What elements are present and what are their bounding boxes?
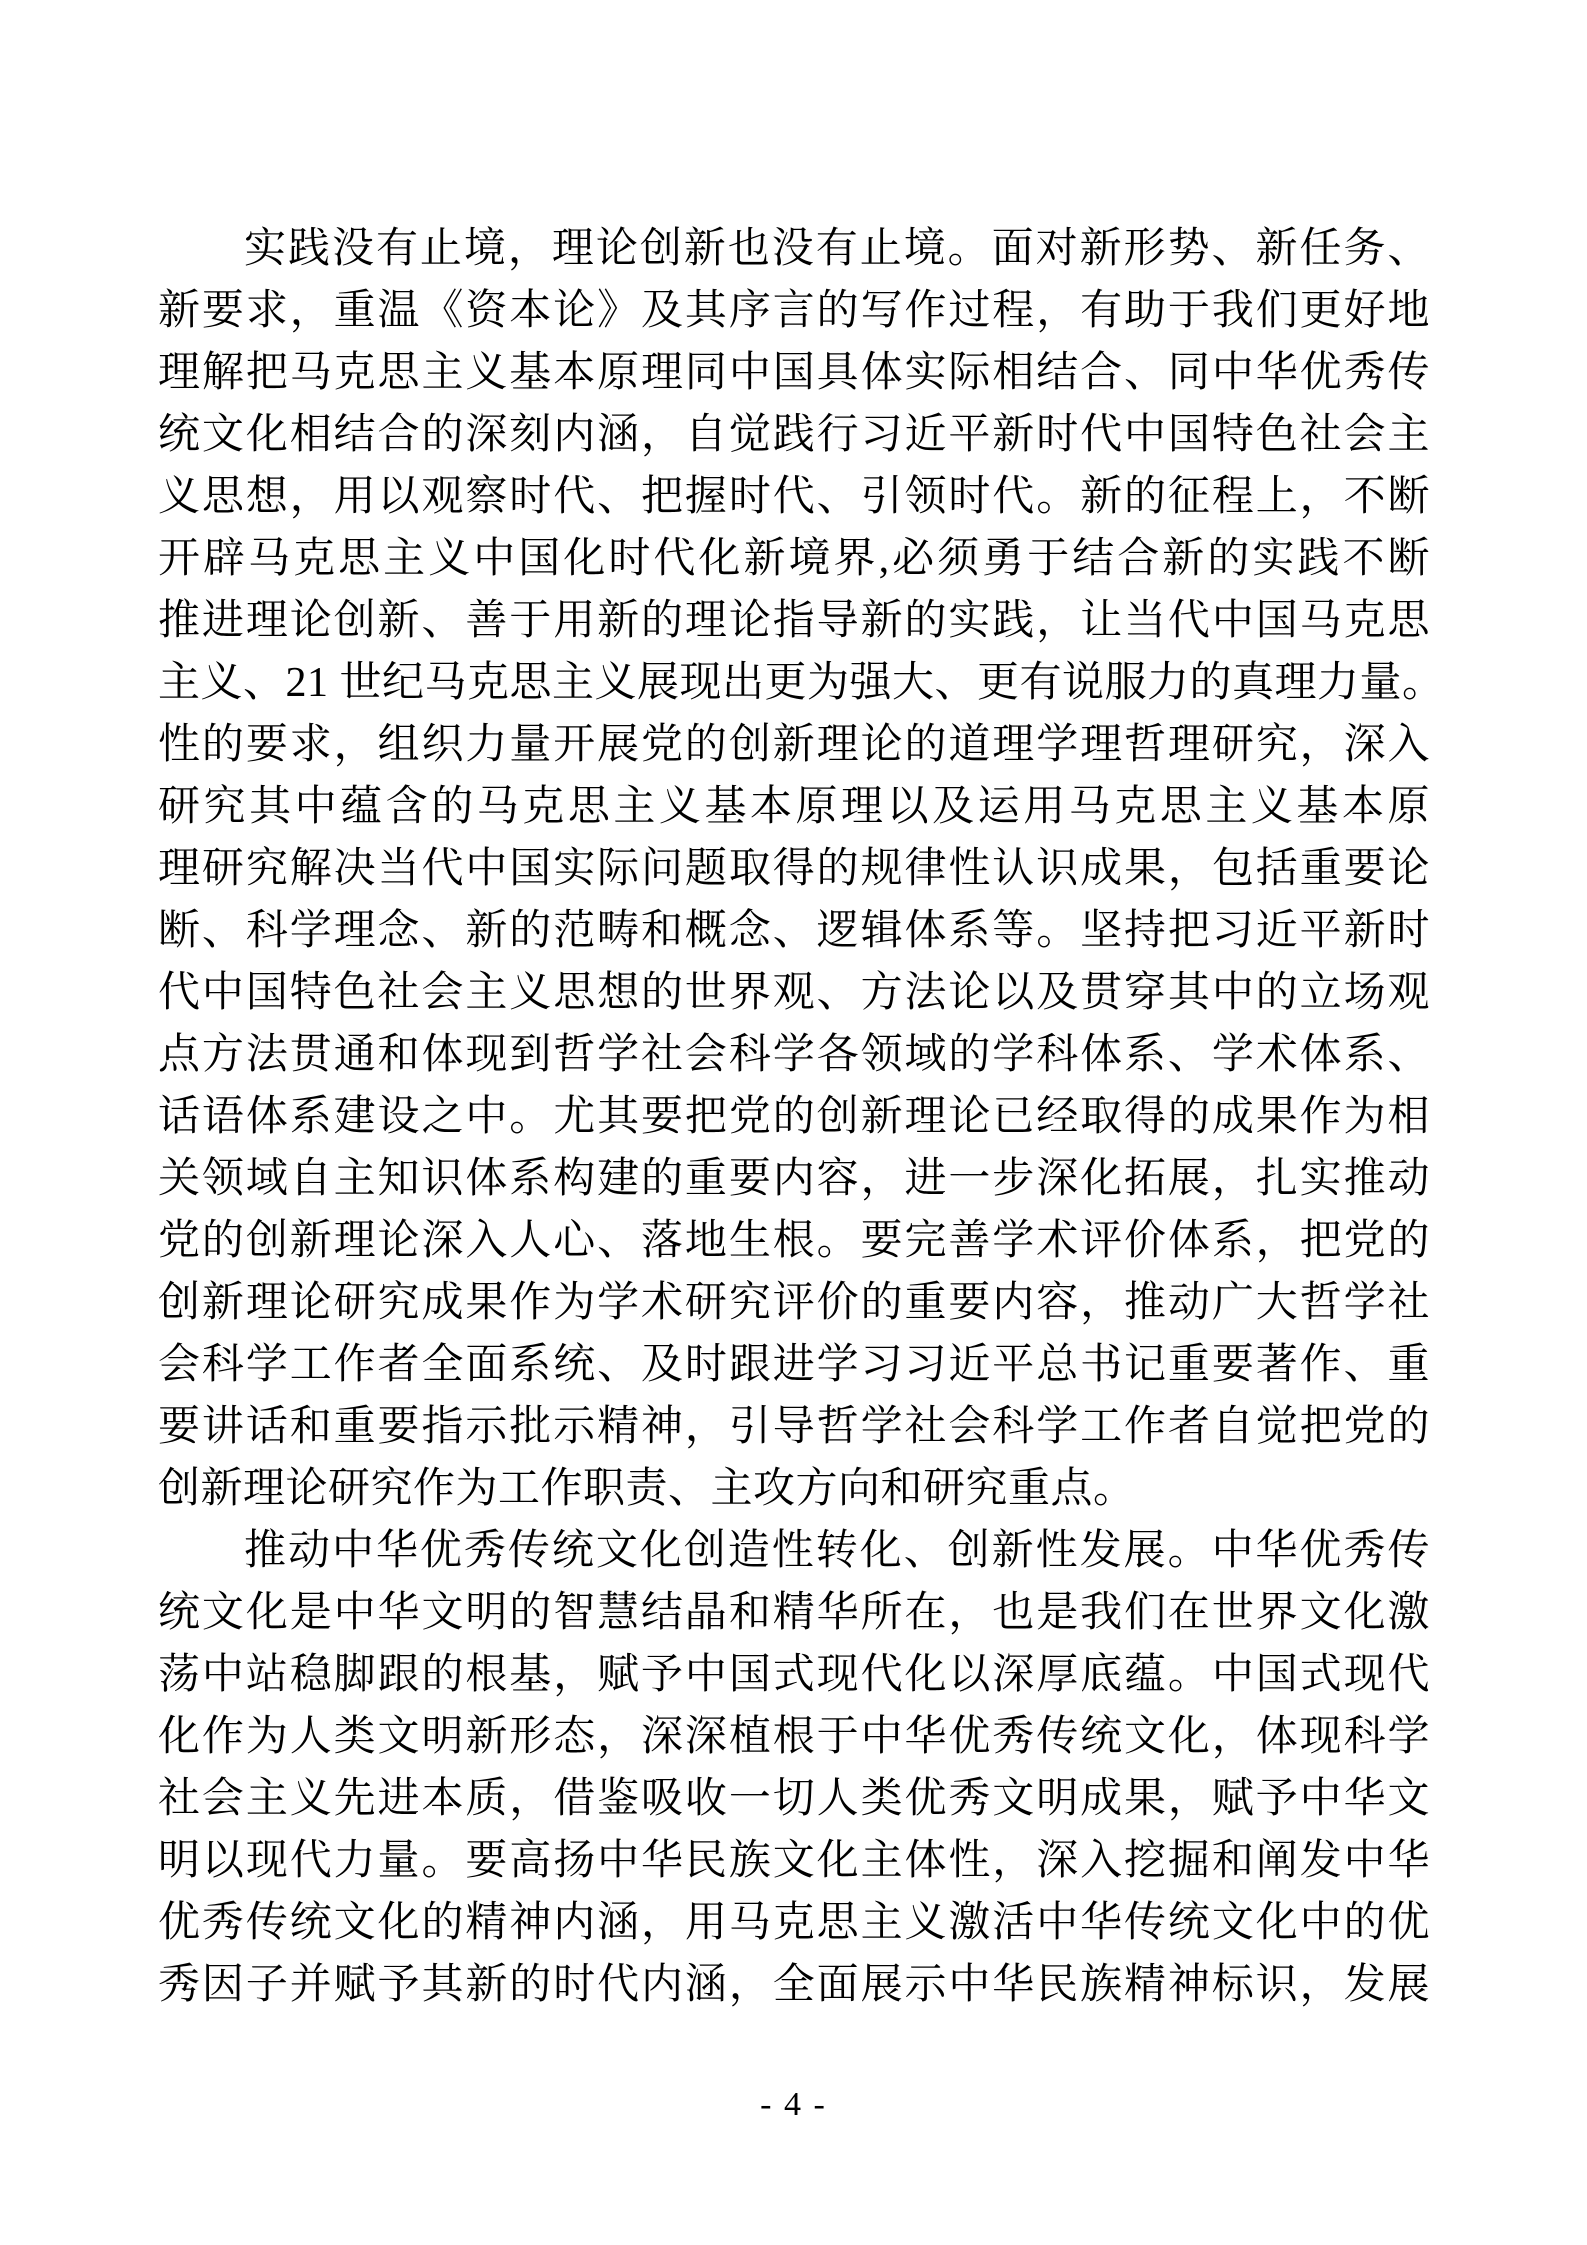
text-line: 实践没有止境，理论创新也没有止境。面对新形势、新任务、 [244, 226, 1430, 272]
text-line: 明以现代力量。要高扬中华民族文化主体性，深入挖掘和阐发中华 [158, 1838, 1430, 1884]
text-line: 统文化是中华文明的智慧结晶和精华所在，也是我们在世界文化激 [158, 1590, 1430, 1636]
text-line: 性的要求，组织力量开展党的创新理论的道理学理哲理研究，深入 [158, 722, 1430, 768]
document-body [158, 218, 1445, 2016]
text-line: 要讲话和重要指示批示精神，引导哲学社会科学工作者自觉把党的 [158, 1404, 1430, 1450]
text-line: 社会主义先进本质，借鉴吸收一切人类优秀文明成果，赋予中华文 [158, 1776, 1430, 1822]
text-line: 化作为人类文明新形态，深深植根于中华优秀传统文化，体现科学 [158, 1714, 1430, 1760]
text-line: 研究其中蕴含的马克思主义基本原理以及运用马克思主义基本原 [158, 784, 1430, 830]
text-line: 话语体系建设之中。尤其要把党的创新理论已经取得的成果作为相 [158, 1094, 1430, 1140]
text-line: 断、科学理念、新的范畴和概念、逻辑体系等。坚持把习近平新时 [158, 908, 1430, 954]
text-line: 代中国特色社会主义思想的世界观、方法论以及贯穿其中的立场观 [158, 970, 1430, 1016]
text-line: 党的创新理论深入人心、落地生根。要完善学术评价体系，把党的 [158, 1218, 1430, 1264]
text-line: 秀因子并赋予其新的时代内涵，全面展示中华民族精神标识，发展 [158, 1962, 1430, 2008]
text-line: 理解把马克思主义基本原理同中国具体实际相结合、同中华优秀传 [158, 350, 1430, 396]
text-line: 统文化相结合的深刻内涵，自觉践行习近平新时代中国特色社会主 [158, 412, 1430, 458]
text-line: 理研究解决当代中国实际问题取得的规律性认识成果，包括重要论 [158, 846, 1430, 892]
text-line: 关领域自主知识体系构建的重要内容，进一步深化拓展，扎实推动 [158, 1156, 1430, 1202]
text-line: 义思想，用以观察时代、把握时代、引领时代。新的征程上，不断 [158, 474, 1430, 520]
text-line: 优秀传统文化的精神内涵，用马克思主义激活中华传统文化中的优 [158, 1900, 1430, 1946]
page-number: - 4 - [760, 2086, 827, 2123]
text-line: 推动中华优秀传统文化创造性转化、创新性发展。中华优秀传 [244, 1528, 1430, 1574]
text-line: 创新理论研究成果作为学术研究评价的重要内容，推动广大哲学社 [158, 1280, 1430, 1326]
text-line: 荡中站稳脚跟的根基，赋予中国式现代化以深厚底蕴。中国式现代 [158, 1652, 1430, 1698]
text-line: 创新理论研究作为工作职责、主攻方向和研究重点。 [158, 1466, 1136, 1512]
text-line: 新要求，重温《资本论》及其序言的写作过程，有助于我们更好地 [158, 288, 1430, 334]
text-line: 主义、21 世纪马克思主义展现出更为强大、更有说服力的真理力量。 [158, 660, 1445, 706]
text-line: 开辟马克思主义中国化时代化新境界,必须勇于结合新的实践不断 [158, 536, 1430, 582]
text-line: 会科学工作者全面系统、及时跟进学习习近平总书记重要著作、重 [158, 1342, 1430, 1388]
text-line: 点方法贯通和体现到哲学社会科学各领域的学科体系、学术体系、 [158, 1032, 1430, 1078]
text-line: 推进理论创新、善于用新的理论指导新的实践，让当代中国马克思 [158, 598, 1430, 644]
